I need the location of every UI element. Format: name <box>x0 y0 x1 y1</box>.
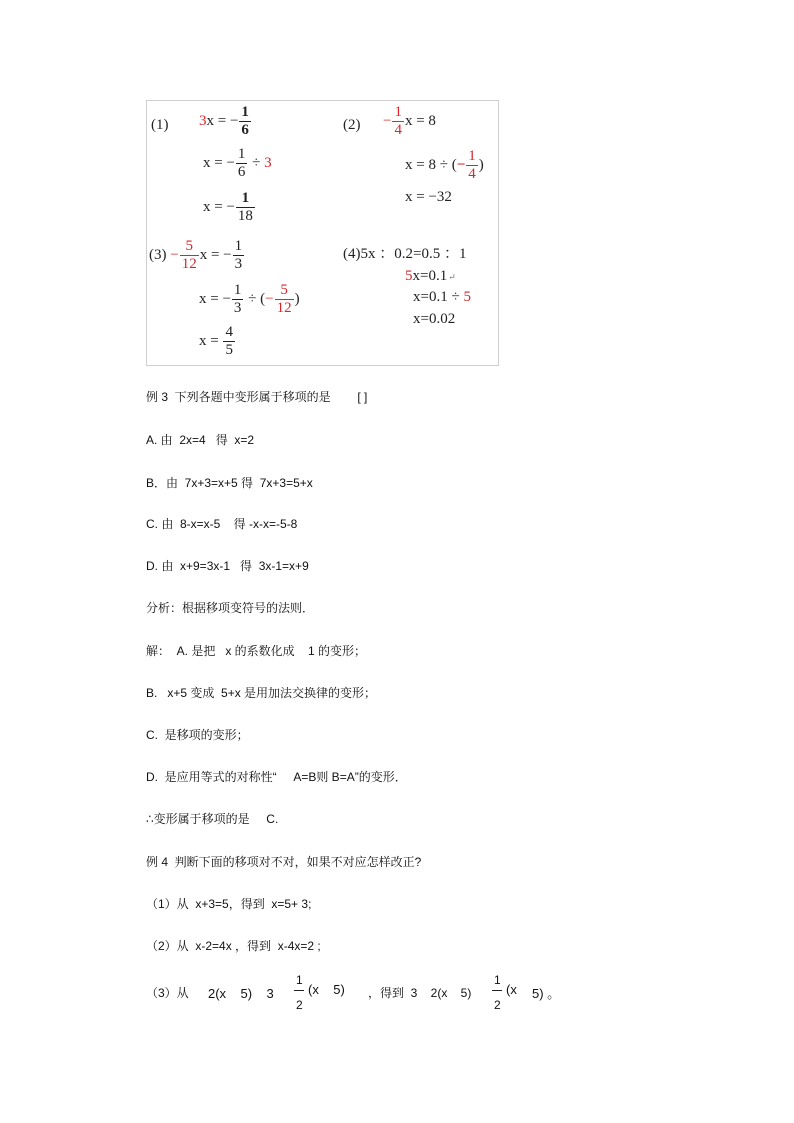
solution-c: C. 是移项的变形； <box>146 728 249 742</box>
solution-d: D. 是应用等式的对称性“ A=B则 B=A”的变形． <box>146 770 407 784</box>
fraction: $\frac{4}{5}$ <box>225 324 233 358</box>
fraction: $\frac{1}{4}$ <box>468 148 476 182</box>
problem-4-line-2: 5x=0.1↵ <box>405 268 456 284</box>
problem-1-line-2: x = − $\frac{1}{6}$ ÷ 3 <box>203 146 272 180</box>
example-4-title: 例 4 判断下面的移项对不对，如果不对应怎样改正? <box>146 855 422 869</box>
option-a: A. 由 2x=4 得 x=2 <box>146 433 255 447</box>
fraction-1-denominator: 2 <box>296 998 303 1012</box>
conclusion: ∴变形属于移项的是 C. <box>146 812 279 826</box>
fraction: $\frac{5}{12}$ <box>181 238 197 272</box>
fraction: $\frac{1}{4}$ <box>394 104 402 138</box>
solutions-figure <box>146 100 499 366</box>
fraction-1-numerator: 1 <box>296 973 303 987</box>
option-b: B．由 7x+3=x+5 得 7x+3=5+x <box>146 476 313 490</box>
problem-1-label: (1) <box>151 117 169 133</box>
problem-2-line-1: − $\frac{1}{4}$ x = 8 <box>383 104 436 138</box>
question-3-lead: （3）从 <box>146 986 189 1000</box>
fraction: $\frac{1}{6}$ <box>237 146 246 180</box>
problem-2-label: (2) <box>343 117 361 133</box>
solution-a: 解： A. 是把 x 的系数化成 1 的变形； <box>146 644 367 658</box>
problem-1-line-3: x = − $\frac{1}{18}$ <box>203 190 253 224</box>
fraction-2-numerator: 1 <box>494 973 501 987</box>
problem-2-line-2: x = 8 ÷ (− $\frac{1}{4}$ ) <box>405 148 484 182</box>
question-3-paren-2-open: (x <box>506 982 517 997</box>
analysis: 分析：根据移项变符号的法则． <box>146 601 315 615</box>
question-3-paren-2-close: 5) 。 <box>532 986 561 1001</box>
fraction: $\frac{5}{12}$ <box>276 282 292 316</box>
option-d: D. 由 x+9=3x-1 得 3x-1=x+9 <box>146 559 309 573</box>
fraction: $\frac{1}{3}$ <box>233 282 242 316</box>
problem-3-line-1: (3) − $\frac{5}{12}$ x = − $\frac{1}{3}$ <box>149 238 243 272</box>
problem-3-line-2: x = − $\frac{1}{3}$ ÷ (− $\frac{5}{12}$ ) <box>199 282 300 316</box>
question-3-paren-1: (x 5) <box>308 982 345 997</box>
question-3 <box>146 973 706 1015</box>
problem-1-line-1: 3x = − $\frac{1}{6}$ <box>199 104 249 138</box>
question-2: （2）从 x-2=4x ，得到 x-4x=2 ; <box>146 939 321 953</box>
coef-3: 3 <box>199 113 207 130</box>
problem-4-line-4: x=0.02 <box>413 311 456 327</box>
question-3-left-expr: 2(x 5) 3 <box>208 986 274 1001</box>
example-3-title: 例 3 下列各题中变形属于移项的是 [ ] <box>146 390 368 404</box>
fraction-2-bar <box>492 990 502 991</box>
fraction: $\frac{1}{3}$ <box>234 238 243 272</box>
fraction-2-denominator: 2 <box>494 998 501 1012</box>
option-c: C. 由 8-x=x-5 得 -x-x=-5-8 <box>146 517 298 531</box>
problem-4-line-3: x=0.1 ÷ 5 <box>413 289 471 305</box>
problem-4-line-1: (4)5x ：0.2=0.5 ：1 <box>343 246 467 262</box>
question-1: （1）从 x+3=5，得到 x=5+ 3; <box>146 897 312 911</box>
problem-2-line-3: x = −32 <box>405 189 452 205</box>
fraction: $\frac{1}{18}$ <box>237 190 253 224</box>
fraction: $\frac{1}{6}$ <box>241 104 249 138</box>
fraction-1-bar <box>294 990 304 991</box>
solution-b: B. x+5 变成 5+x 是用加法交换律的变形； <box>146 686 377 700</box>
problem-3-line-3: x = $\frac{4}{5}$ <box>199 324 233 358</box>
return-mark-icon: ↵ <box>448 272 456 282</box>
question-3-mid: ，得到 3 2(x 5) <box>368 986 472 1000</box>
